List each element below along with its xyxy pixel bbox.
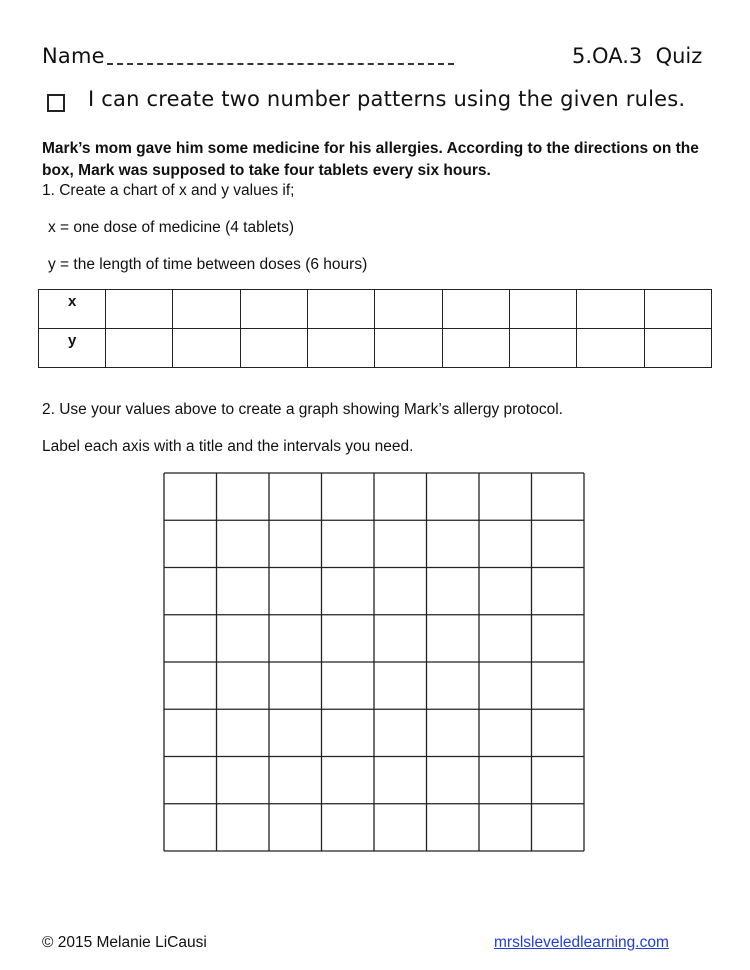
y-value-cell[interactable] [173,329,240,368]
x-value-cell[interactable] [442,290,509,329]
x-value-cell[interactable] [173,290,240,329]
question-2-instructions: Label each axis with a title and the intervals you need. [42,438,414,455]
y-value-cell[interactable] [106,329,173,368]
y-definition: y = the length of time between doses (6 hours) [48,256,368,273]
objective-statement: I can create two number patterns using the given rules. [88,87,686,111]
y-value-cell[interactable] [375,329,442,368]
row-label-x: x [39,290,106,329]
website-link[interactable]: mrslsleveledlearning.com [494,934,669,951]
copyright-notice: © 2015 Melanie LiCausi [42,934,207,951]
xy-values-table [38,289,712,368]
quiz-code: 5.OA.3 Quiz [572,44,703,68]
x-value-cell[interactable] [577,290,644,329]
question-1: 1. Create a chart of x and y values if; [42,182,295,199]
x-value-cell[interactable] [240,290,307,329]
y-value-cell[interactable] [442,329,509,368]
x-value-cell[interactable] [509,290,576,329]
x-value-cell[interactable] [106,290,173,329]
name-blank-line[interactable] [107,63,454,65]
y-value-cell[interactable] [240,329,307,368]
problem-intro: Mark’s mom gave him some medicine for his allergies. According to the directions on the box, Mark was supposed to take four tablets every six hours. [42,140,699,179]
x-definition: x = one dose of medicine (4 tablets) [48,219,294,236]
objective-checkbox[interactable] [47,94,65,112]
table-row-x [39,290,712,329]
graph-grid[interactable] [163,472,585,852]
x-value-cell[interactable] [307,290,374,329]
y-value-cell[interactable] [509,329,576,368]
x-value-cell[interactable] [375,290,442,329]
table-row-y [39,329,712,368]
name-label: Name [42,44,105,68]
x-value-cell[interactable] [644,290,711,329]
question-2: 2. Use your values above to create a graph showing Mark’s allergy protocol. [42,401,563,418]
y-value-cell[interactable] [644,329,711,368]
y-value-cell[interactable] [577,329,644,368]
y-value-cell[interactable] [307,329,374,368]
row-label-y: y [39,329,106,368]
